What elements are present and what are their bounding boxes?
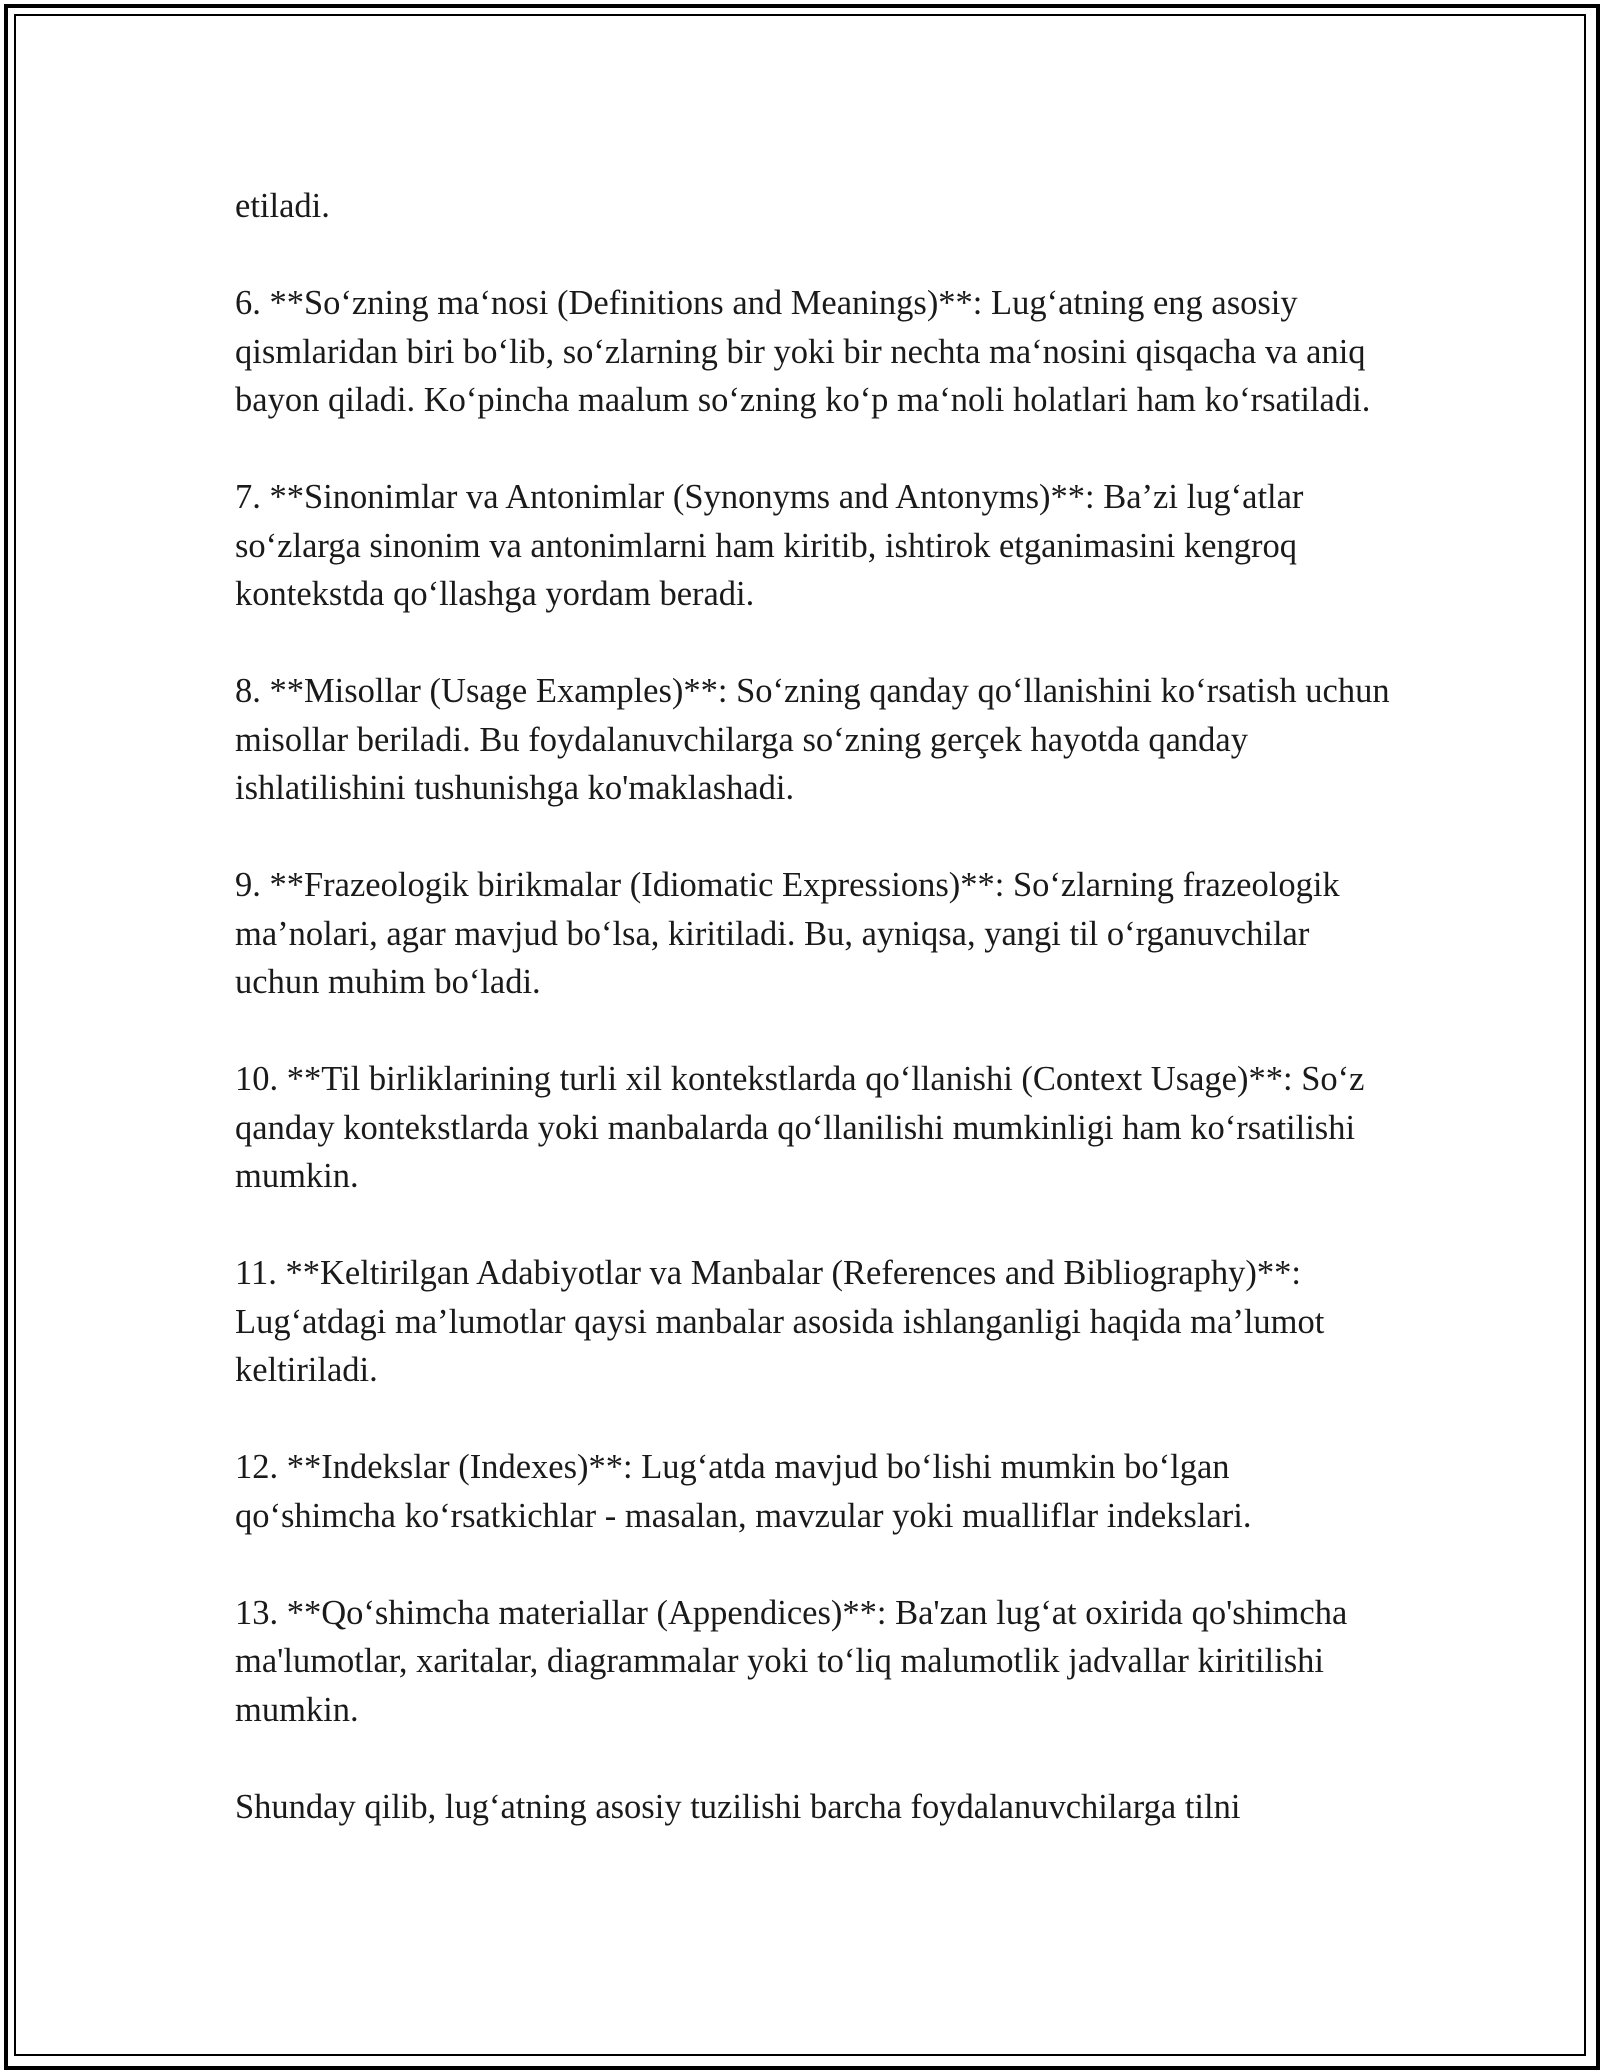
paragraph-item-12: 12. **Indekslar (Indexes)**: Lug‘atda mavjud bo‘lishi mumkin bo‘lgan qo‘shimcha ko‘rsatkichlar - masalan, mavzular yoki mualliflar indekslari. [235,1448,1252,1535]
paragraph-item-10: 10. **Til birliklarining turli xil kontekstlarda qo‘llanishi (Context Usage)**: So‘z qanday kontekstlarda yoki manbalarda qo‘llanilishi mumkinligi ham ko‘rsatilishi mumkin. [235,1060,1365,1195]
paragraph-item-9: 9. **Frazeologik birikmalar (Idiomatic Expressions)**: So‘zlarning frazeologik ma’nolari, agar mavjud bo‘lsa, kiritiladi. Bu, ayniqsa, yangi til o‘rganuvchilar uchun muhim bo‘ladi. [235,866,1340,1001]
paragraph-conclusion: Shunday qilib, lug‘atning asosiy tuzilishi barcha foydalanuvchilarga tilni [235,1787,1241,1826]
paragraph-continuation: etiladi. [235,187,330,225]
paragraph-item-11: 11. **Keltirilgan Adabiyotlar va Manbalar (References and Bibliography)**: Lug‘atdagi ma’lumotlar qaysi manbalar asosida ishlanganligi haqida ma’lumot keltiriladi. [235,1254,1325,1389]
paragraph-item-8: 8. **Misollar (Usage Examples)**: So‘zning qanday qo‘llanishini ko‘rsatish uchun misollar beriladi. Bu foydalanuvchilarga so‘zning gerçek hayotda qanday ishlatilishini tushunishga ko'maklashadi. [235,672,1390,807]
paragraph-item-6: 6. **So‘zning ma‘nosi (Definitions and Meanings)**: Lug‘atning eng asosiy qismlaridan biri bo‘lib, so‘zlarning bir yoki bir nechta ma‘nosini qisqacha va aniq bayon qiladi. Ko‘pincha maalum so‘zning ko‘p ma‘noli holatlari ham ko‘rsatiladi. [235,284,1371,419]
paragraph-item-13: 13. **Qo‘shimcha materiallar (Appendices)**: Ba'zan lug‘at oxirida qo'shimcha ma'lumotlar, xaritalar, diagrammalar yoki to‘liq malumotlik jadvallar kiritilishi mumkin. [235,1593,1348,1729]
paragraph-item-7: 7. **Sinonimlar va Antonimlar (Synonyms and Antonyms)**: Ba’zi lug‘atlar so‘zlarga sinonim va antonimlarni ham kiritib, ishtirok etganimasini kengroq kontekstda qo‘llashga yordam beradi. [235,478,1304,613]
document-body [235,182,1395,1831]
